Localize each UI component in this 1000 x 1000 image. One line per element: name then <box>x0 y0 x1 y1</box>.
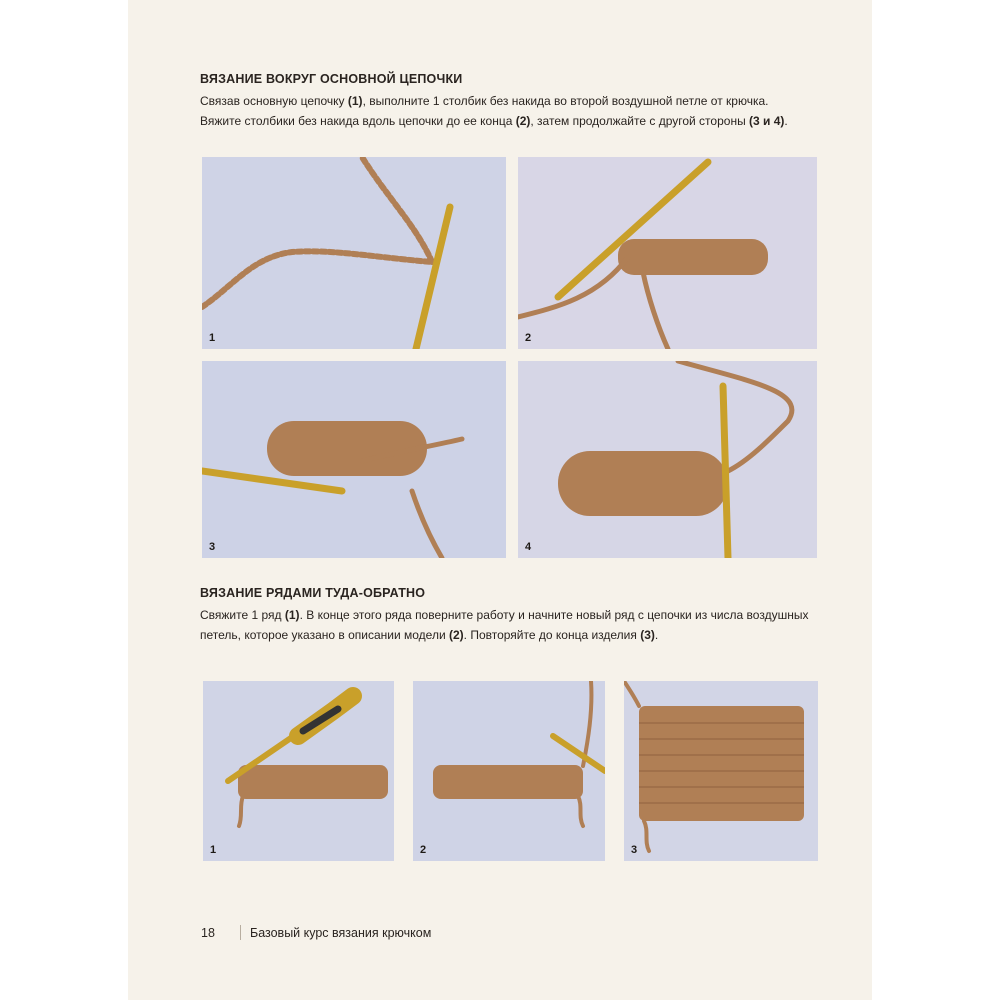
section-heading-chain: ВЯЗАНИЕ ВОКРУГ ОСНОВНОЙ ЦЕПОЧКИ <box>200 72 463 86</box>
text-segment: , выполните 1 столбик без накида во второй воздушной петле от крючка. <box>362 94 769 108</box>
hook-row-photo-icon <box>413 681 605 861</box>
text-line <box>200 111 820 131</box>
text-segment: Вяжите столбики без накида вдоль цепочки до ее конца <box>200 114 516 128</box>
hook-chain-photo-icon <box>518 157 817 349</box>
photo-number: 1 <box>209 332 216 344</box>
bold-reference: (2) <box>515 114 531 128</box>
text-segment: . <box>784 114 788 128</box>
text-segment: петель, которое указано в описании модели <box>200 628 449 642</box>
photo-step-2 <box>518 157 817 349</box>
photo-row-step-3 <box>624 681 818 861</box>
photo-step-1 <box>202 157 506 349</box>
photo-row-step-1 <box>203 681 394 861</box>
bold-reference: (1) <box>347 94 363 108</box>
hook-row-photo-icon <box>203 681 394 861</box>
photo-number: 3 <box>631 844 638 856</box>
text-line <box>200 91 820 111</box>
photo-number: 2 <box>525 332 532 344</box>
section-heading-rows: ВЯЗАНИЕ РЯДАМИ ТУДА-ОБРАТНО <box>200 586 426 600</box>
book-title: Базовый курс вязания крючком <box>250 926 432 940</box>
bold-reference: (3) <box>640 628 655 642</box>
bold-reference: (3 и 4) <box>749 114 785 128</box>
page-number: 18 <box>201 926 215 940</box>
fabric-photo-icon <box>624 681 818 861</box>
text-line <box>200 605 820 625</box>
section-text-chain <box>200 91 820 131</box>
bold-reference: (1) <box>284 608 300 622</box>
bold-reference: (2) <box>448 628 464 642</box>
hook-oval-photo-icon <box>518 361 817 558</box>
hook-oval-photo-icon <box>202 361 506 558</box>
photo-number: 2 <box>420 844 427 856</box>
text-segment: . В конце этого ряда поверните работу и начните новый ряд с цепочки из числа воздушных <box>299 608 809 622</box>
text-line <box>200 625 820 645</box>
photo-step-4 <box>518 361 817 558</box>
footer-divider <box>240 925 241 940</box>
photo-step-3 <box>202 361 506 558</box>
hook-chain-photo-icon <box>202 157 506 349</box>
photo-number: 1 <box>210 844 217 856</box>
section-text-rows <box>200 605 820 645</box>
text-segment: Свяжите 1 ряд <box>200 608 285 622</box>
text-segment: . Повторяйте до конца изделия <box>463 628 641 642</box>
text-segment: . <box>654 628 659 642</box>
photo-number: 3 <box>209 541 216 553</box>
photo-row-step-2 <box>413 681 605 861</box>
text-segment: Связав основную цепочку <box>200 94 348 108</box>
photo-number: 4 <box>525 541 532 553</box>
text-segment: , затем продолжайте с другой стороны <box>530 114 750 128</box>
